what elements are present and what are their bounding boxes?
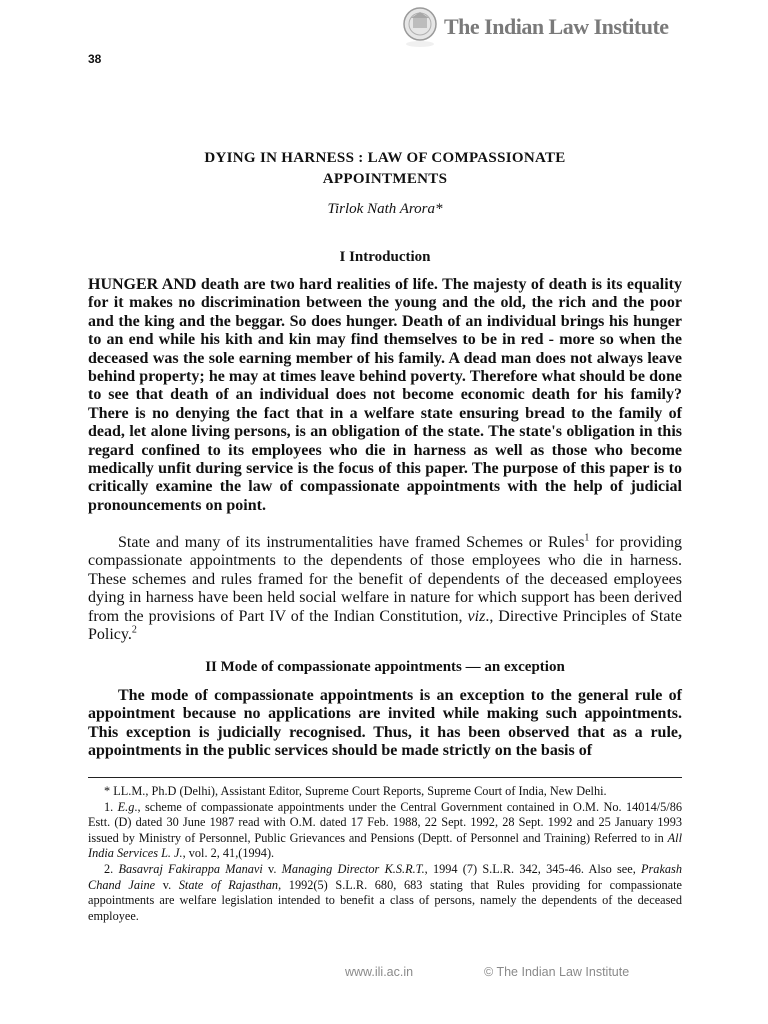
footnote-2: [88, 862, 682, 924]
fn-italic: Basavraj Fakirappa Manavi: [118, 861, 263, 876]
section-heading-introduction: I Introduction: [339, 249, 431, 265]
fn-text: , vol. 2, 41,(1994).: [182, 846, 275, 861]
fn-text: , 1994 (7) S.L.R. 342, 345-46. Also see,: [424, 861, 641, 876]
section-heading-mode: II Mode of compassionate appointments — an exception: [205, 659, 565, 675]
fn-italic: E.g: [117, 799, 135, 814]
fn-text: 1.: [104, 799, 118, 814]
author: Tirlok Nath Arora*: [327, 201, 443, 217]
article-title-line-1: DYING IN HARNESS : LAW OF COMPASSIONATE: [204, 150, 566, 166]
footnote-ref: 2: [131, 624, 137, 636]
institute-seal-icon: [398, 4, 444, 50]
page-number: 38: [88, 52, 102, 66]
footnotes: [88, 784, 682, 924]
footer-copyright: © The Indian Law Institute: [484, 965, 630, 979]
paragraph-text: ., Directive Principles of State Policy.: [88, 607, 683, 644]
header-logo: [398, 4, 698, 50]
institute-name: The Indian Law Institute: [444, 14, 669, 39]
fn-text: ., scheme of compassionate appointments under the Central Government contained in O.M. No. 14014/5/86 Estt. (D) dated 30 June 1987 read with O.M. dated 17 Feb. 1988, 22 Sept. 1992, 28 Sept. 1992 and 25 January 1993 issued by Ministry of Personnel, Public Grievances and Pensions (Deptt. of Personnel and Training) Referred to in: [88, 799, 683, 845]
intro-paragraph: HUNGER AND death are two hard realities of life. The majesty of death is its equality for it makes no discrimination between the young and the old, the rich and the poor and the king and the beggar. So does hunger. Death of an individual brings his hunger to an end while his kith and kin may find themselves to be in red - more so when the deceased was the sole earning member of his family. A dead man does not always leave behind property; he may at times leave behind poverty. Therefore what should be done to see that death of an individual does not become economic death for his family? There is no denying the fact that in a welfare state ensuring bread to the family of dead, let alone living persons, is an obligation of the state. The state's obligation in this regard confined to its employees who die in harness as well as those who become medically unfit during service is the focus of this paper. The purpose of this paper is to critically examine the law of compassionate appointments with the help of judicial pronouncements on point.: [88, 276, 682, 514]
footer-website: www.ili.ac.in: [345, 965, 414, 979]
fn-italic: Managing Director K.S.R.T.: [281, 861, 425, 876]
footnote-1: [88, 800, 682, 862]
footnote-author: * LL.M., Ph.D (Delhi), Assistant Editor, Supreme Court Reports, Supreme Court of India, New Delhi.: [104, 784, 607, 798]
paragraph-schemes: [88, 534, 682, 644]
fn-text: v.: [262, 861, 282, 876]
fn-text: , 1992(5) S.L.R. 680, 683 stating that Rules providing for compassionate appointments are welfare legislation intended to benefit a class of persons, namely the dependents of the deceased employee.: [88, 877, 683, 923]
fn-italic: Prakash Chand Jaine: [88, 861, 682, 892]
italic-term: viz: [467, 607, 486, 625]
footnote-ref: 1: [584, 532, 590, 544]
fn-italic: All India Services L. J.: [88, 830, 682, 861]
fn-text: v.: [155, 877, 179, 892]
article-title-line-2: APPOINTMENTS: [322, 171, 448, 187]
footnote-divider: [88, 777, 682, 778]
fn-italic: State of Rajasthan: [178, 877, 279, 892]
paragraph-text: State and many of its instrumentalities have framed Schemes or Rules: [118, 534, 585, 551]
fn-text: 2.: [104, 861, 119, 876]
paragraph-mode: The mode of compassionate appointments is an exception to the general rule of appointment because no applications are invited while making such appointments. This exception is judicially recognised. Thus, it has been observed that as a rule, appointments in the public services should be made strictly on the basis of: [88, 687, 682, 760]
paragraph-text: for providing compassionate appointments to the dependents of those employees who die in harness. These schemes and rules framed for the benefit of dependents of the deceased employees dying in harness have been held social welfare in nature for which support has been derived from the provisions of Part IV of the Indian Constitution,: [88, 534, 683, 625]
